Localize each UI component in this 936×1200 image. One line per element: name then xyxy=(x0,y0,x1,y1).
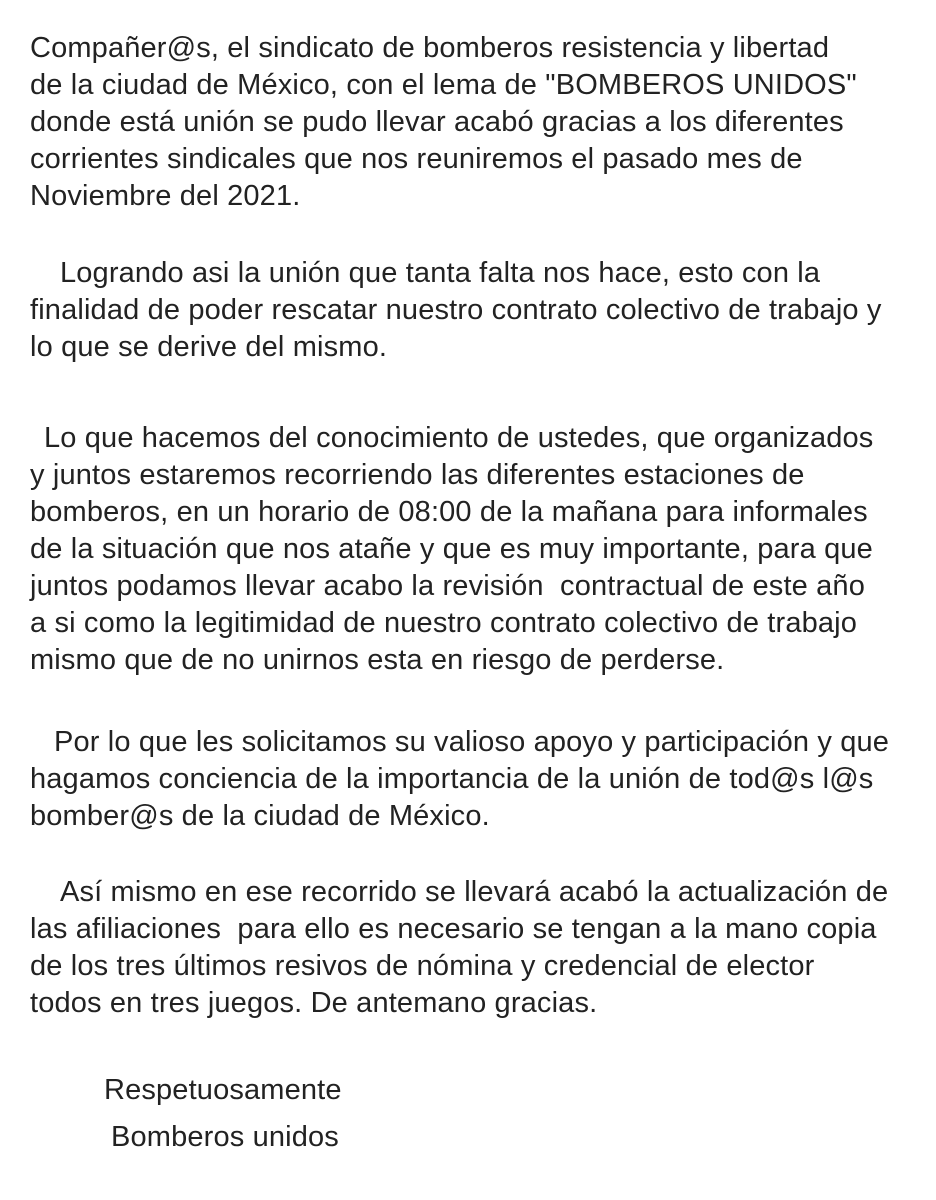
paragraph-1-line-5: Noviembre del 2021. xyxy=(30,180,301,212)
paragraph-3-line-4: de la situación que nos atañe y que es muy importante, para que xyxy=(30,533,873,565)
paragraph-1-line-2: de la ciudad de México, con el lema de "BOMBEROS UNIDOS" xyxy=(30,69,857,101)
paragraph-4-line-3: bomber@s de la ciudad de México. xyxy=(30,800,490,832)
paragraph-5-line-4: todos en tres juegos. De antemano gracias. xyxy=(30,987,598,1019)
paragraph-2-line-1: Logrando asi la unión que tanta falta nos hace, esto con la xyxy=(60,257,821,289)
paragraph-5-line-2: las afiliaciones para ello es necesario se tengan a la mano copia xyxy=(30,913,877,945)
paragraph-4-line-1: Por lo que les solicitamos su valioso apoyo y participación y que xyxy=(54,726,890,758)
closing-signature: Bomberos unidos xyxy=(111,1121,339,1153)
paragraph-3-line-7: mismo que de no unirnos esta en riesgo de perderse. xyxy=(30,644,725,676)
paragraph-3-line-3: bomberos, en un horario de 08:00 de la mañana para informales xyxy=(30,496,868,528)
paragraph-1-line-1: Compañer@s, el sindicato de bomberos resistencia y libertad xyxy=(30,32,830,64)
paragraph-2-line-3: lo que se derive del mismo. xyxy=(30,331,388,363)
closing-salutation: Respetuosamente xyxy=(104,1074,342,1106)
paragraph-1-line-4: corrientes sindicales que nos reuniremos el pasado mes de xyxy=(30,143,803,175)
paragraph-3-line-5: juntos podamos llevar acabo la revisión contractual de este año xyxy=(30,570,865,602)
paragraph-3-line-1: Lo que hacemos del conocimiento de ustedes, que organizados xyxy=(44,422,874,454)
paragraph-1-line-3: donde está unión se pudo llevar acabó gracias a los diferentes xyxy=(30,106,844,138)
paragraph-5-line-3: de los tres últimos resivos de nómina y credencial de elector xyxy=(30,950,815,982)
paragraph-3-line-2: y juntos estaremos recorriendo las diferentes estaciones de xyxy=(30,459,805,491)
paragraph-2-line-2: finalidad de poder rescatar nuestro contrato colectivo de trabajo y xyxy=(30,294,882,326)
paragraph-4-line-2: hagamos conciencia de la importancia de la unión de tod@s l@s xyxy=(30,763,874,795)
paragraph-3-line-6: a si como la legitimidad de nuestro contrato colectivo de trabajo xyxy=(30,607,858,639)
paragraph-5-line-1: Así mismo en ese recorrido se llevará acabó la actualización de xyxy=(60,876,889,908)
